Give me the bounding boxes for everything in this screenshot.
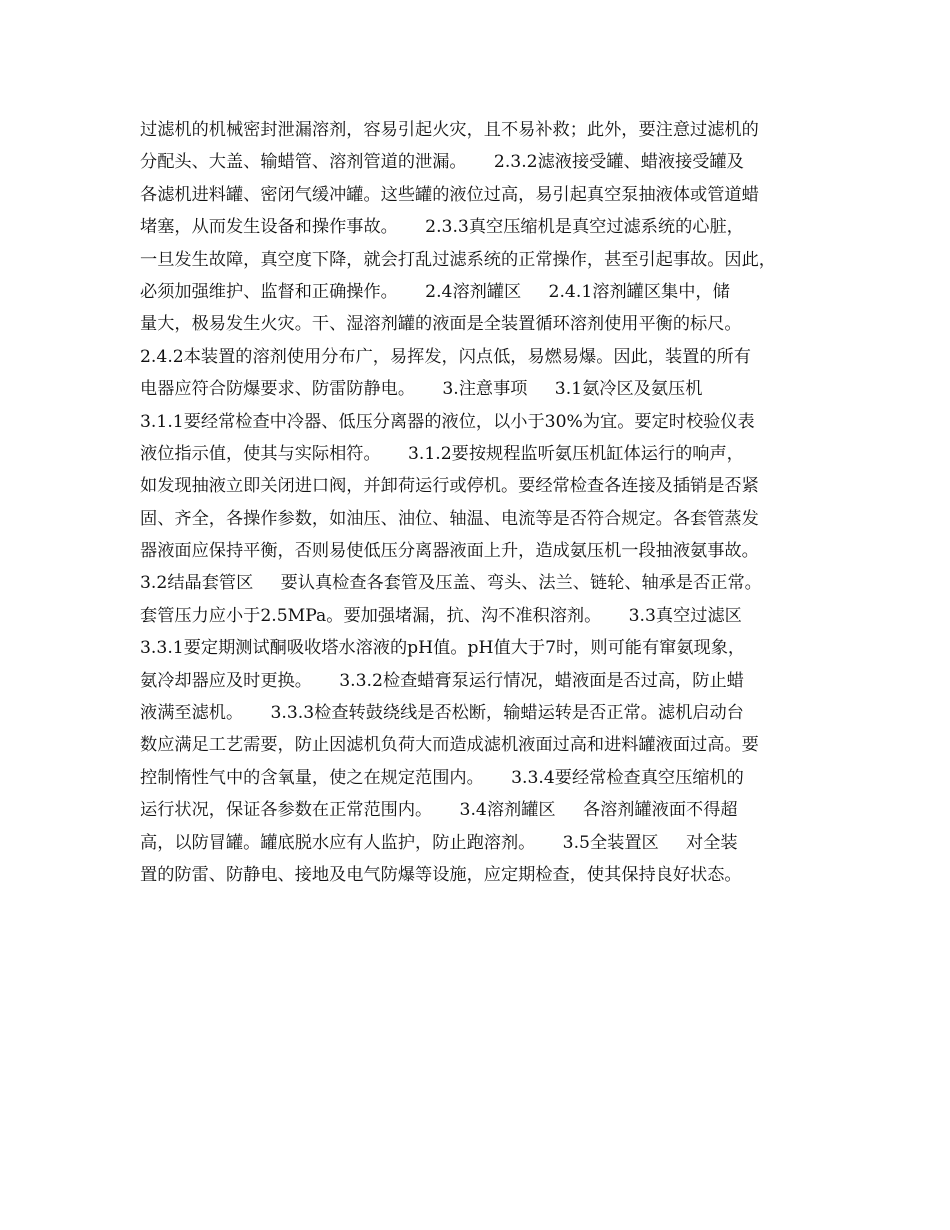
text-line: 氨冷却器应及时更换。 3.3.2检查蜡膏泵运行情况，蜡液面是否过高，防止蜡 xyxy=(140,670,744,691)
text-line: 液满至滤机。 3.3.3检查转鼓绕线是否松断，输蜡运转是否正常。滤机启动台 xyxy=(140,703,744,724)
text-line: 如发现抽液立即关闭进口阀，并卸荷运行或停机。要经常检查各连接及插销是否紧 xyxy=(140,476,759,497)
text-line: 固、齐全，各操作参数，如油压、油位、轴温、电流等是否符合规定。各套管蒸发 xyxy=(140,508,759,529)
text-line: 必须加强维护、监督和正确操作。 2.4溶剂罐区 2.4.1溶剂罐区集中，储 xyxy=(140,281,730,302)
text-line: 置的防雷、防静电、接地及电气防爆等设施，应定期检查，使其保持良好状态。 xyxy=(140,864,742,885)
text-line: 2.4.2本装置的溶剂使用分布广，易挥发，闪点低，易燃易爆。因此，装置的所有 xyxy=(140,346,751,367)
text-line: 电器应符合防爆要求、防雷防静电。 3.注意事项 3.1氨冷区及氨压机 xyxy=(140,379,703,400)
text-line: 液位指示值，使其与实际相符。 3.1.2要按规程监听氨压机缸体运行的响声， xyxy=(140,443,744,464)
text-line: 高，以防冒罐。罐底脱水应有人监护，防止跑溶剂。 3.5全装置区 对全装 xyxy=(140,832,738,853)
text-line: 各滤机进料罐、密闭气缓冲罐。这些罐的液位过高，易引起真空泵抽液体或管道蜡 xyxy=(140,184,759,205)
text-line: 3.1.1要经常检查中冷器、低压分离器的液位，以小于30%为宜。要定时校验仪表 xyxy=(140,411,755,432)
text-line: 器液面应保持平衡，否则易使低压分离器液面上升，造成氨压机一段抽液氨事故。 xyxy=(140,541,759,562)
text-line: 过滤机的机械密封泄漏溶剂，容易引起火灾，且不易补救；此外，要注意过滤机的 xyxy=(140,120,759,140)
text-line: 分配头、大盖、输蜡管、溶剂管道的泄漏。 2.3.2滤液接受罐、蜡液接受罐及 xyxy=(140,152,744,173)
text-line: 3.2结晶套管区 要认真检查各套管及压盖、弯头、法兰、链轮、轴承是否正常。 xyxy=(140,573,762,594)
text-line: 控制惰性气中的含氧量，使之在规定范围内。 3.3.4要经常检查真空压缩机的 xyxy=(140,767,744,788)
text-line: 量大，极易发生火灾。干、湿溶剂罐的液面是全装置循环溶剂使用平衡的标尺。 xyxy=(140,314,742,335)
text-line: 套管压力应小于2.5MPa。要加强堵漏，抗、沟不准积溶剂。 3.3真空过滤区 xyxy=(140,605,742,626)
text-line: 一旦发生故障，真空度下降，就会打乱过滤系统的正常操作，甚至引起事故。因此， xyxy=(140,249,776,270)
text-line: 3.3.1要定期测试酮吸收塔水溶液的pH值。pH值大于7时，则可能有窜氨现象， xyxy=(140,638,746,659)
text-line: 数应满足工艺需要，防止因滤机负荷大而造成滤机液面过高和进料罐液面过高。要 xyxy=(140,735,759,756)
text-line: 运行状况，保证各参数在正常范围内。 3.4溶剂罐区 各溶剂罐液面不得超 xyxy=(140,800,738,821)
body-text xyxy=(140,114,830,891)
text-line: 堵塞，从而发生设备和操作事故。 2.3.3真空压缩机是真空过滤系统的心脏， xyxy=(140,217,744,238)
